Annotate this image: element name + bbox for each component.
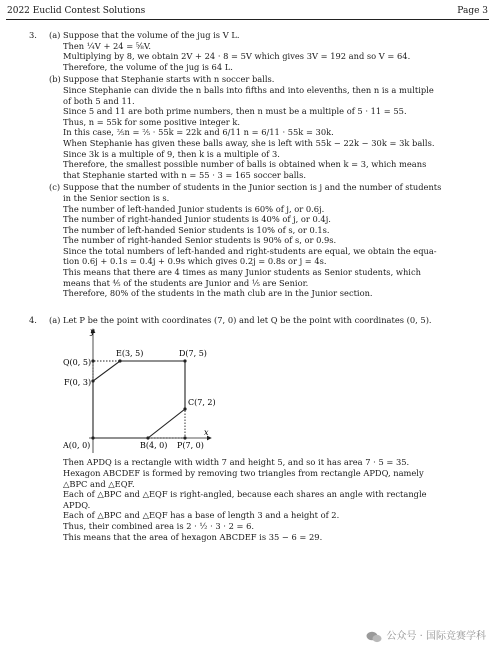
wechat-icon [366, 631, 382, 643]
page-header [7, 6, 488, 17]
text-line: Let P be the point with coordinates (7, 0) and let Q be the point with coordinates (0, 5). [63, 314, 432, 325]
text-line: means that ⅘ of the students are Junior and ⅕ are Senior. [63, 277, 309, 288]
text-line: The number of right-handed Junior students is 40% of j, or 0.4j. [63, 214, 331, 225]
part-3c-body [63, 182, 478, 299]
text-line: Thus, their combined area is 2 · ½ · 3 · 2 = 6. [63, 521, 254, 531]
part-4a-body [63, 315, 478, 542]
label-c: C(7, 2) [188, 398, 216, 408]
text-line: The number of left-handed Senior students is 10% of s, or 0.1s. [63, 224, 330, 235]
text-line: Suppose that Stephanie starts with n soccer balls. [63, 74, 275, 85]
part-label: (b) [49, 74, 61, 85]
question-number: 3. [29, 30, 37, 40]
text-line: Therefore, 80% of the students in the math club are in the Junior section. [63, 288, 373, 299]
text-line: Since 5 and 11 are both prime numbers, then n must be a multiple of 5 · 11 = 55. [63, 106, 407, 117]
text-line: Therefore, the smallest possible number of balls is obtained when k = 3, which means [63, 159, 427, 170]
watermark [366, 631, 486, 643]
question-3 [0, 30, 496, 299]
text-line: that Stephanie started with n = 55 · 3 = 165 soccer balls. [63, 169, 306, 180]
text-line: When Stephanie has given these balls away, she is left with 55k − 22k − 30k = 3k balls. [63, 137, 435, 148]
label-d: D(7, 5) [179, 349, 207, 359]
page-content [0, 30, 496, 542]
text-line: Therefore, the volume of the jug is 64 L. [63, 61, 233, 72]
point-f [91, 380, 94, 383]
text-line: APDQ. [63, 499, 91, 510]
question-4 [0, 315, 496, 542]
part-label: (a) [49, 30, 61, 40]
watermark-text: 公众号 · 国际竞赛学科 [386, 630, 486, 642]
text-line: Each of △BPC and △EQF has a base of length 3 and a height of 2. [63, 510, 340, 521]
label-q: Q(0, 5) [63, 358, 92, 368]
text-line: Since Stephanie can divide the n balls into fifths and into elevenths, then n is a multiple [63, 84, 434, 95]
text-line: This means that there are 4 times as many Junior students as Senior students, which [63, 267, 421, 278]
point-p [183, 437, 186, 440]
text-line: This means that the area of hexagon ABCDEF is 35 − 6 = 29. [63, 531, 323, 542]
label-e: E(3, 5) [116, 349, 144, 359]
x-axis-label: x [204, 428, 209, 438]
coordinate-diagram-svg [63, 325, 243, 457]
text-line: △BPC and △EQF. [63, 478, 135, 489]
text-line: Since the total numbers of left-handed and right-students are equal, we obtain the equa- [63, 245, 437, 256]
text-line: In this case, ⅖n = ⅖ · 55k = 22k and 6/11 n = 6/11 · 55k = 30k. [63, 127, 334, 138]
y-axis-label: y [90, 327, 95, 337]
part-3b-body [63, 74, 478, 180]
text-line: Each of △BPC and △EQF is right-angled, because each shares an angle with rectangle [63, 489, 427, 500]
label-p: P(7, 0) [177, 441, 204, 451]
text-line: in the Senior section is s. [63, 192, 170, 203]
point-e [118, 360, 121, 363]
text-line: tion 0.6j + 0.1s = 0.4j + 0.9s which gives 0.2j = 0.8s or j = 4s. [63, 256, 327, 267]
label-b: B(4, 0) [140, 441, 168, 451]
part-3a [49, 30, 496, 72]
question-number: 4. [29, 314, 37, 325]
part-4a [49, 315, 496, 542]
point-q [91, 360, 94, 363]
label-a: A(0, 0) [63, 441, 91, 451]
text-line: The number of right-handed Senior students is 90% of s, or 0.9s. [63, 235, 337, 246]
point-c [183, 408, 186, 411]
part-3a-body [63, 30, 478, 72]
text-line: Then ¼V + 24 = ⅝V. [63, 40, 152, 51]
text-line: of both 5 and 11. [63, 95, 135, 106]
text-line: Multiplying by 8, we obtain 2V + 24 · 8 = 5V which gives 3V = 192 and so V = 64. [63, 51, 411, 62]
hexagon-abcdef [93, 361, 185, 438]
text-line: Since 3k is a multiple of 9, then k is a multiple of 3. [63, 148, 280, 159]
part-label: (a) [49, 314, 61, 325]
part-3b [49, 74, 496, 180]
header-title: 2022 Euclid Contest Solutions [7, 6, 146, 16]
text-line: Thus, n = 55k for some positive integer k. [63, 116, 241, 127]
text-line: The number of left-handed Junior students is 60% of j, or 0.6j. [63, 203, 325, 214]
part-label: (c) [49, 182, 61, 193]
text-line: Hexagon ABCDEF is formed by removing two triangles from rectangle APDQ, namely [63, 468, 424, 479]
hexagon-diagram [63, 325, 243, 457]
point-d [183, 360, 186, 363]
part-3c [49, 182, 496, 299]
point-b [146, 437, 149, 440]
text-line: Then APDQ is a rectangle with width 7 and height 5, and so it has area 7 · 5 = 35. [63, 457, 410, 468]
text-line: Suppose that the number of students in the Junior section is j and the number of students [63, 182, 442, 193]
text-line: Suppose that the volume of the jug is V L. [63, 30, 240, 40]
label-f: F(0, 3) [64, 378, 92, 388]
page-number: Page 3 [457, 6, 488, 16]
point-a [91, 437, 94, 440]
header-rule [6, 19, 489, 20]
